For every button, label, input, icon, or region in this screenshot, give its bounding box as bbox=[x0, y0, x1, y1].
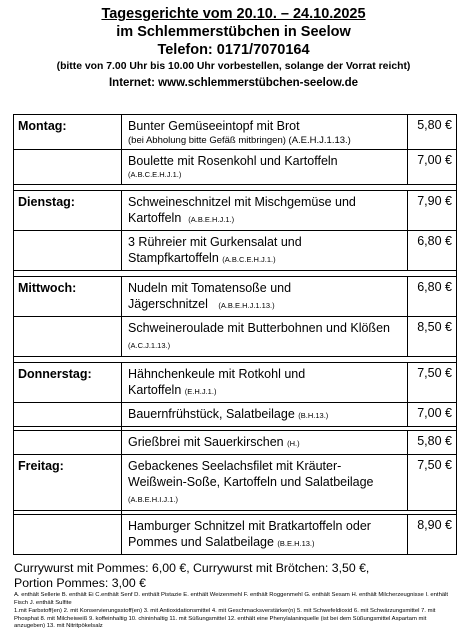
restaurant-name: im Schlemmerstübchen in Seelow bbox=[116, 24, 351, 40]
website: Internet: www.schlemmerstübchen-seelow.de bbox=[108, 77, 358, 89]
day-tuesday: Dienstag: bbox=[18, 195, 75, 209]
dish-name: Schweineroulade mit Butterbohnen und Klößen bbox=[128, 321, 390, 335]
price-cell bbox=[408, 231, 457, 271]
price-cell bbox=[408, 363, 457, 403]
dish-name: Gebackenes Seelachsfilet mit Kräuter-Weißwein-Soße, Kartoffeln und Salatbeilage bbox=[128, 459, 374, 489]
price-cell bbox=[408, 277, 457, 317]
day-cell bbox=[14, 115, 122, 150]
phone-number: Telefon: 0171/7070164 bbox=[157, 42, 310, 58]
day-cell bbox=[14, 191, 122, 231]
price-cell bbox=[408, 317, 457, 357]
dish-cell bbox=[122, 363, 408, 403]
dish-name: Schweineschnitzel mit Mischgemüse und Kartoffeln bbox=[128, 195, 356, 225]
dish-allergens: (A.B.E.H.J.1.13.) bbox=[218, 301, 275, 310]
dish-cell bbox=[122, 191, 408, 231]
extras-line-2: Portion Pommes: 3,00 € bbox=[14, 576, 146, 590]
day-cell bbox=[14, 363, 122, 403]
day-friday: Freitag: bbox=[18, 459, 64, 473]
table-row bbox=[14, 515, 457, 555]
dish-allergens: (A.C.J.1.13.) bbox=[128, 341, 171, 350]
dish-price: 5,80 € bbox=[417, 118, 452, 132]
dish-name: Hamburger Schnitzel mit Bratkartoffeln oder Pommes und Salatbeilage bbox=[128, 519, 371, 549]
dish-price: 6,80 € bbox=[417, 280, 452, 294]
dish-cell bbox=[122, 515, 408, 555]
table-row bbox=[14, 317, 457, 357]
price-cell bbox=[408, 431, 457, 455]
dish-name: Nudeln mit Tomatensoße und Jägerschnitzel bbox=[128, 281, 292, 311]
dish-cell bbox=[122, 115, 408, 150]
dish-name: Bauernfrühstück, Salatbeilage bbox=[128, 407, 295, 421]
table-row bbox=[14, 231, 457, 271]
price-cell bbox=[408, 515, 457, 555]
dish-allergens: (A.B.E.H.J.1.) bbox=[188, 215, 235, 224]
menu-table bbox=[13, 114, 457, 555]
dish-allergens: (A.B.C.E.H.J.1.) bbox=[222, 255, 276, 264]
menu-title: Tagesgerichte vom 20.10. – 24.10.2025 bbox=[101, 6, 366, 22]
price-cell bbox=[408, 115, 457, 150]
dish-price: 8,90 € bbox=[417, 518, 452, 532]
dish-price: 5,80 € bbox=[417, 434, 452, 448]
day-monday: Montag: bbox=[18, 119, 67, 133]
table-row bbox=[14, 403, 457, 427]
dish-price: 8,50 € bbox=[417, 320, 452, 334]
table-row bbox=[14, 115, 457, 150]
dish-price: 7,90 € bbox=[417, 194, 452, 208]
dish-price: 7,50 € bbox=[417, 458, 452, 472]
dish-cell bbox=[122, 317, 408, 357]
dish-allergens: (B.H.13.) bbox=[298, 411, 329, 420]
footer bbox=[14, 561, 459, 631]
header bbox=[0, 5, 467, 91]
dish-cell bbox=[122, 277, 408, 317]
dish-name: Boulette mit Rosenkohl und Kartoffeln bbox=[128, 154, 338, 168]
dish-price: 7,00 € bbox=[417, 153, 452, 167]
day-cell bbox=[14, 277, 122, 317]
table-row bbox=[14, 431, 457, 455]
additive-legend: 1.mit Farbstoff(en) 2. mit Konservierungsstoff(en) 3. mit Antioxidationsmittel 4. mit Geschmacksverstärker(n) 5. mit Schwefeldioxid 6. mit Schwärzungsmittel 7. mit Phosphat 8. mit Milcheiweiß 9. koffeinhaltig 10. chininhaltig 11. mit Süßungsmittel 12. enthält eine Phenylalaninquelle (ist bei dem Süßungsmittel Aspartam mit anzugeben) 13. mit Nitritpökelsalz bbox=[14, 608, 436, 630]
dish-cell bbox=[122, 431, 408, 455]
extras-line-1: Currywurst mit Pommes: 6,00 €, Currywurst mit Brötchen: 3,50 €, bbox=[14, 561, 370, 575]
dish-cell bbox=[122, 150, 408, 185]
dish-name: 3 Rühreier mit Gurkensalat und Stampfkartoffeln bbox=[128, 235, 302, 265]
price-cell bbox=[408, 191, 457, 231]
dish-cell bbox=[122, 403, 408, 427]
order-note: (bitte von 7.00 Uhr bis 10.00 Uhr vorbestellen, solange der Vorrat reicht) bbox=[56, 61, 411, 72]
dish-allergens: (H.) bbox=[287, 439, 300, 448]
day-cell bbox=[14, 455, 122, 511]
dish-allergens: (B.E.H.13.) bbox=[277, 539, 315, 548]
dish-price: 6,80 € bbox=[417, 234, 452, 248]
dish-note: (A.B.C.E.H.J.1.) bbox=[128, 170, 182, 179]
day-thursday: Donnerstag: bbox=[18, 367, 92, 381]
day-wednesday: Mittwoch: bbox=[18, 281, 77, 295]
day-cell bbox=[14, 403, 122, 427]
table-row bbox=[14, 150, 457, 185]
dish-name: Grießbrei mit Sauerkirschen bbox=[128, 435, 284, 449]
dish-allergens: (A.B.E.H.I.J.1.) bbox=[128, 495, 179, 504]
allergen-legend: A. enthält Sellerie B. enthält Ei C.enthält Senf D. enthält Pistazie E. enthält Weizenmehl F. enthält Roggenmehl G. enthält Sesam H. enthält Milcherzeugnisse I. enthält Fisch J. enthält Sulfite bbox=[14, 592, 449, 606]
dish-price: 7,00 € bbox=[417, 406, 452, 420]
price-cell bbox=[408, 403, 457, 427]
day-cell bbox=[14, 431, 122, 455]
day-cell bbox=[14, 150, 122, 185]
price-cell bbox=[408, 455, 457, 511]
day-cell bbox=[14, 317, 122, 357]
dish-note: (bei Abholung bitte Gefäß mitbringen) (A.E.H.J.1.13.) bbox=[128, 135, 351, 146]
dish-name: Hähnchenkeule mit Rotkohl und Kartoffeln bbox=[128, 367, 306, 397]
dish-cell bbox=[122, 231, 408, 271]
price-cell bbox=[408, 150, 457, 185]
dish-allergens: (E.H.J.1.) bbox=[184, 387, 217, 396]
table-row bbox=[14, 277, 457, 317]
table-row bbox=[14, 191, 457, 231]
day-cell bbox=[14, 231, 122, 271]
dish-name: Bunter Gemüseeintopf mit Brot bbox=[128, 119, 300, 133]
table-row bbox=[14, 455, 457, 511]
table-row bbox=[14, 363, 457, 403]
day-cell bbox=[14, 515, 122, 555]
dish-price: 7,50 € bbox=[417, 366, 452, 380]
dish-cell bbox=[122, 455, 408, 511]
